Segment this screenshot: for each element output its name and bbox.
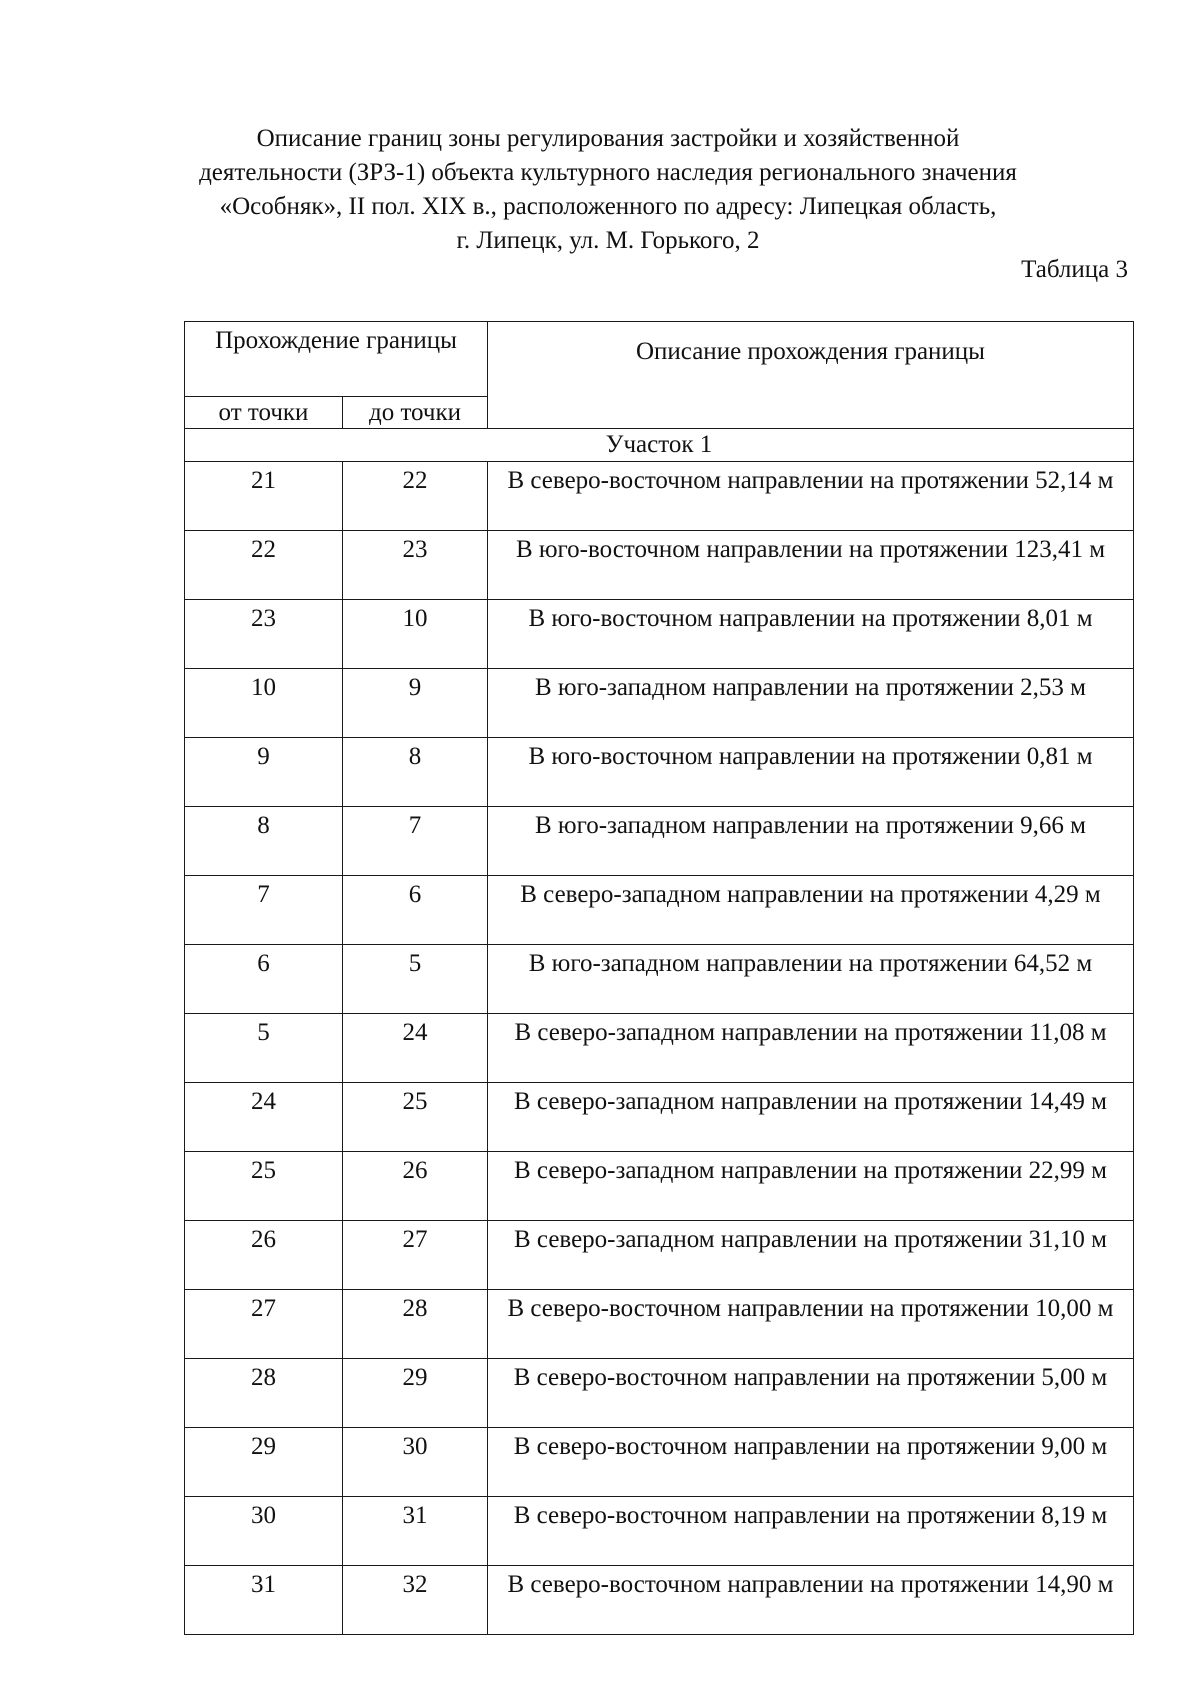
table-row bbox=[185, 1497, 1134, 1566]
description-cell: В юго-западном направлении на протяжении 9,66 м bbox=[488, 807, 1134, 876]
from-point-cell: 23 bbox=[185, 600, 343, 669]
table-row bbox=[185, 876, 1134, 945]
table-row bbox=[185, 600, 1134, 669]
table-row bbox=[185, 462, 1134, 531]
description-cell: В северо-восточном направлении на протяжении 8,19 м bbox=[488, 1497, 1134, 1566]
table-row bbox=[185, 1083, 1134, 1152]
description-cell: В северо-западном направлении на протяжении 4,29 м bbox=[488, 876, 1134, 945]
from-point-cell: 26 bbox=[185, 1221, 343, 1290]
from-point-cell: 6 bbox=[185, 945, 343, 1014]
from-point-cell: 21 bbox=[185, 462, 343, 531]
to-point-cell: 28 bbox=[343, 1290, 488, 1359]
table-row bbox=[185, 1359, 1134, 1428]
to-point-cell: 29 bbox=[343, 1359, 488, 1428]
description-cell: В юго-западном направлении на протяжении 64,52 м bbox=[488, 945, 1134, 1014]
description-cell: В юго-западном направлении на протяжении 2,53 м bbox=[488, 669, 1134, 738]
from-point-cell: 28 bbox=[185, 1359, 343, 1428]
from-point-cell: 24 bbox=[185, 1083, 343, 1152]
to-point-cell: 9 bbox=[343, 669, 488, 738]
to-point-cell: 32 bbox=[343, 1566, 488, 1635]
table-row bbox=[185, 1014, 1134, 1083]
description-cell: В северо-восточном направлении на протяжении 5,00 м bbox=[488, 1359, 1134, 1428]
table-row bbox=[185, 1428, 1134, 1497]
from-point-cell: 25 bbox=[185, 1152, 343, 1221]
to-point-cell: 22 bbox=[343, 462, 488, 531]
table-row bbox=[185, 738, 1134, 807]
header-to-point: до точки bbox=[343, 397, 488, 429]
from-point-cell: 9 bbox=[185, 738, 343, 807]
from-point-cell: 8 bbox=[185, 807, 343, 876]
document-title bbox=[120, 122, 1096, 258]
from-point-cell: 10 bbox=[185, 669, 343, 738]
title-line: деятельности (ЗРЗ-1) объекта культурного наследия регионального значения bbox=[199, 159, 1017, 186]
from-point-cell: 22 bbox=[185, 531, 343, 600]
to-point-cell: 27 bbox=[343, 1221, 488, 1290]
to-point-cell: 10 bbox=[343, 600, 488, 669]
to-point-cell: 26 bbox=[343, 1152, 488, 1221]
description-cell: В северо-западном направлении на протяжении 11,08 м bbox=[488, 1014, 1134, 1083]
from-point-cell: 31 bbox=[185, 1566, 343, 1635]
description-cell: В северо-восточном направлении на протяжении 9,00 м bbox=[488, 1428, 1134, 1497]
table-row bbox=[185, 1566, 1134, 1635]
table-row bbox=[185, 531, 1134, 600]
table-row bbox=[185, 945, 1134, 1014]
title-line: Описание границ зоны регулирования застройки и хозяйственной bbox=[256, 125, 960, 152]
description-cell: В северо-восточном направлении на протяжении 14,90 м bbox=[488, 1566, 1134, 1635]
boundary-table bbox=[184, 321, 1134, 1635]
from-point-cell: 30 bbox=[185, 1497, 343, 1566]
to-point-cell: 25 bbox=[343, 1083, 488, 1152]
table-number-label: Таблица 3 bbox=[1021, 256, 1128, 283]
from-point-cell: 29 bbox=[185, 1428, 343, 1497]
to-point-cell: 30 bbox=[343, 1428, 488, 1497]
table-row bbox=[185, 1152, 1134, 1221]
description-cell: В северо-западном направлении на протяжении 14,49 м bbox=[488, 1083, 1134, 1152]
description-cell: В юго-восточном направлении на протяжении 0,81 м bbox=[488, 738, 1134, 807]
header-passage: Прохождение границы bbox=[185, 322, 488, 397]
to-point-cell: 6 bbox=[343, 876, 488, 945]
description-cell: В юго-восточном направлении на протяжении 123,41 м bbox=[488, 531, 1134, 600]
description-cell: В северо-восточном направлении на протяжении 10,00 м bbox=[488, 1290, 1134, 1359]
table-row bbox=[185, 807, 1134, 876]
section-label: Участок 1 bbox=[185, 429, 1134, 462]
description-cell: В северо-западном направлении на протяжении 31,10 м bbox=[488, 1221, 1134, 1290]
header-row bbox=[185, 322, 1134, 397]
from-point-cell: 5 bbox=[185, 1014, 343, 1083]
to-point-cell: 23 bbox=[343, 531, 488, 600]
description-cell: В северо-восточном направлении на протяжении 52,14 м bbox=[488, 462, 1134, 531]
table-row bbox=[185, 669, 1134, 738]
table-row bbox=[185, 1290, 1134, 1359]
section-row bbox=[185, 429, 1134, 462]
header-description: Описание прохождения границы bbox=[488, 322, 1134, 429]
to-point-cell: 7 bbox=[343, 807, 488, 876]
title-line: г. Липецк, ул. М. Горького, 2 bbox=[456, 227, 760, 254]
table-row bbox=[185, 1221, 1134, 1290]
from-point-cell: 27 bbox=[185, 1290, 343, 1359]
description-cell: В юго-восточном направлении на протяжении 8,01 м bbox=[488, 600, 1134, 669]
from-point-cell: 7 bbox=[185, 876, 343, 945]
header-from-point: от точки bbox=[185, 397, 343, 429]
to-point-cell: 8 bbox=[343, 738, 488, 807]
to-point-cell: 5 bbox=[343, 945, 488, 1014]
title-line: «Особняк», II пол. XIX в., расположенного по адресу: Липецкая область, bbox=[219, 193, 997, 220]
to-point-cell: 31 bbox=[343, 1497, 488, 1566]
description-cell: В северо-западном направлении на протяжении 22,99 м bbox=[488, 1152, 1134, 1221]
to-point-cell: 24 bbox=[343, 1014, 488, 1083]
